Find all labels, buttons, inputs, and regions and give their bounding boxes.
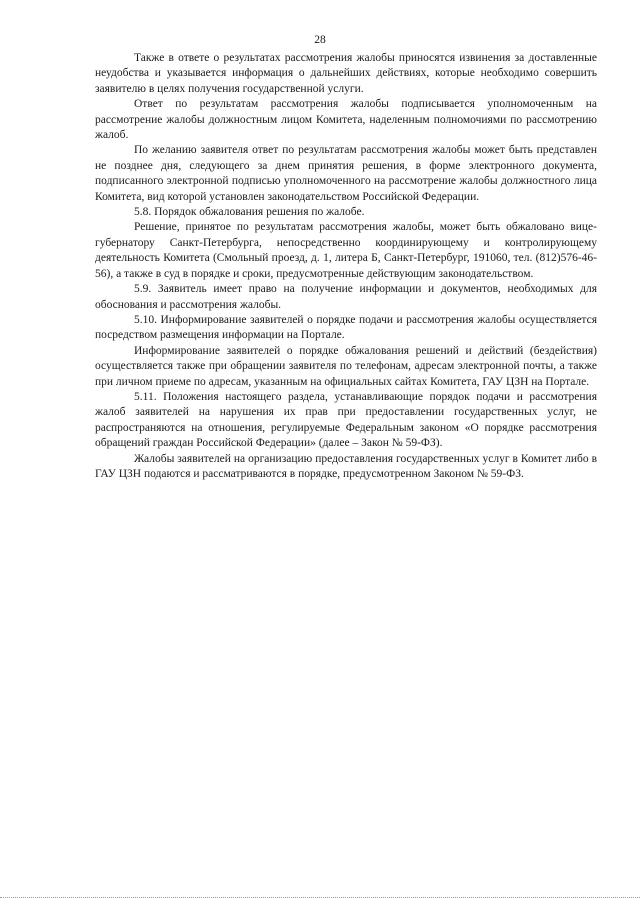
page-bottom-border bbox=[0, 897, 640, 898]
paragraph-section-5-10: 5.10. Информирование заявителей о порядке подачи и рассмотрения жалобы осуществляется посредством размещения информации на Портале. bbox=[95, 313, 597, 342]
paragraph-apology: Также в ответе о результатах рассмотрения жалобы приносятся извинения за доставленные неудобства и указывается информация о дальнейших действиях, которые необходимо совершить заявителю в целях получения государственной услуги. bbox=[95, 52, 597, 95]
paragraph-signature: Ответ по результатам рассмотрения жалобы подписывается уполномоченным на рассмотрение жалобы должностным лицом Комитета, наделенным полномочиями по рассмотрению жалоб. bbox=[95, 98, 597, 142]
paragraph-complaints-59fz: Жалобы заявителей на организацию предоставления государственных услуг в Комитет либо в ГАУ ЦЗН подаются и рассматриваются в порядке, предусмотренном Законом № 59-ФЗ. bbox=[95, 452, 597, 480]
page-number: 28 bbox=[314, 34, 326, 46]
paragraph-electronic-response: По желанию заявителя ответ по результатам рассмотрения жалобы может быть представлен не позднее дня, следующего за днем принятия решения, в форме электронного документа, подписанного электронной подписью уполномоченного на рассмотрение жалобы должностного лица Комитета, вид которой установлен законодательством Российской Федерации. bbox=[95, 144, 597, 203]
document-body bbox=[95, 51, 597, 482]
paragraph-section-5-9: 5.9. Заявитель имеет право на получение информации и документов, необходимых для обоснования и рассмотрения жалобы. bbox=[95, 283, 597, 311]
paragraph-informing-applicants: Информирование заявителей о порядке обжалования решений и действий (бездействия) осуществляется также при обращении заявителя по телефонам, адресам электронной почты, а также при личном приеме по адресам, указанным на официальных сайтах Комитета, ГАУ ЦЗН на Портале. bbox=[95, 344, 597, 388]
paragraph-section-5-8: 5.8. Порядок обжалования решения по жалобе. bbox=[134, 206, 365, 219]
paragraph-appeal-decision: Решение, принятое по результатам рассмотрения жалобы, может быть обжаловано вице-губернатору Санкт-Петербурга, непосредственно координирующему и контролирующему деятельность Комитета (Смольный проезд, д. 1, литера Б, Санкт-Петербург, 191060, тел. (812)576-46-56), а также в суд в порядке и сроки, предусмотренные действующим законодательством. bbox=[95, 221, 597, 280]
paragraph-section-5-11: 5.11. Положения настоящего раздела, устанавливающие порядок подачи и рассмотрения жалоб заявителей на нарушения их прав при предоставлении государственных услуг, не распространяются на отношения, регулируемые Федеральным законом «О порядке рассмотрения обращений граждан Российской Федерации» (далее – Закон № 59-ФЗ). bbox=[95, 390, 597, 450]
